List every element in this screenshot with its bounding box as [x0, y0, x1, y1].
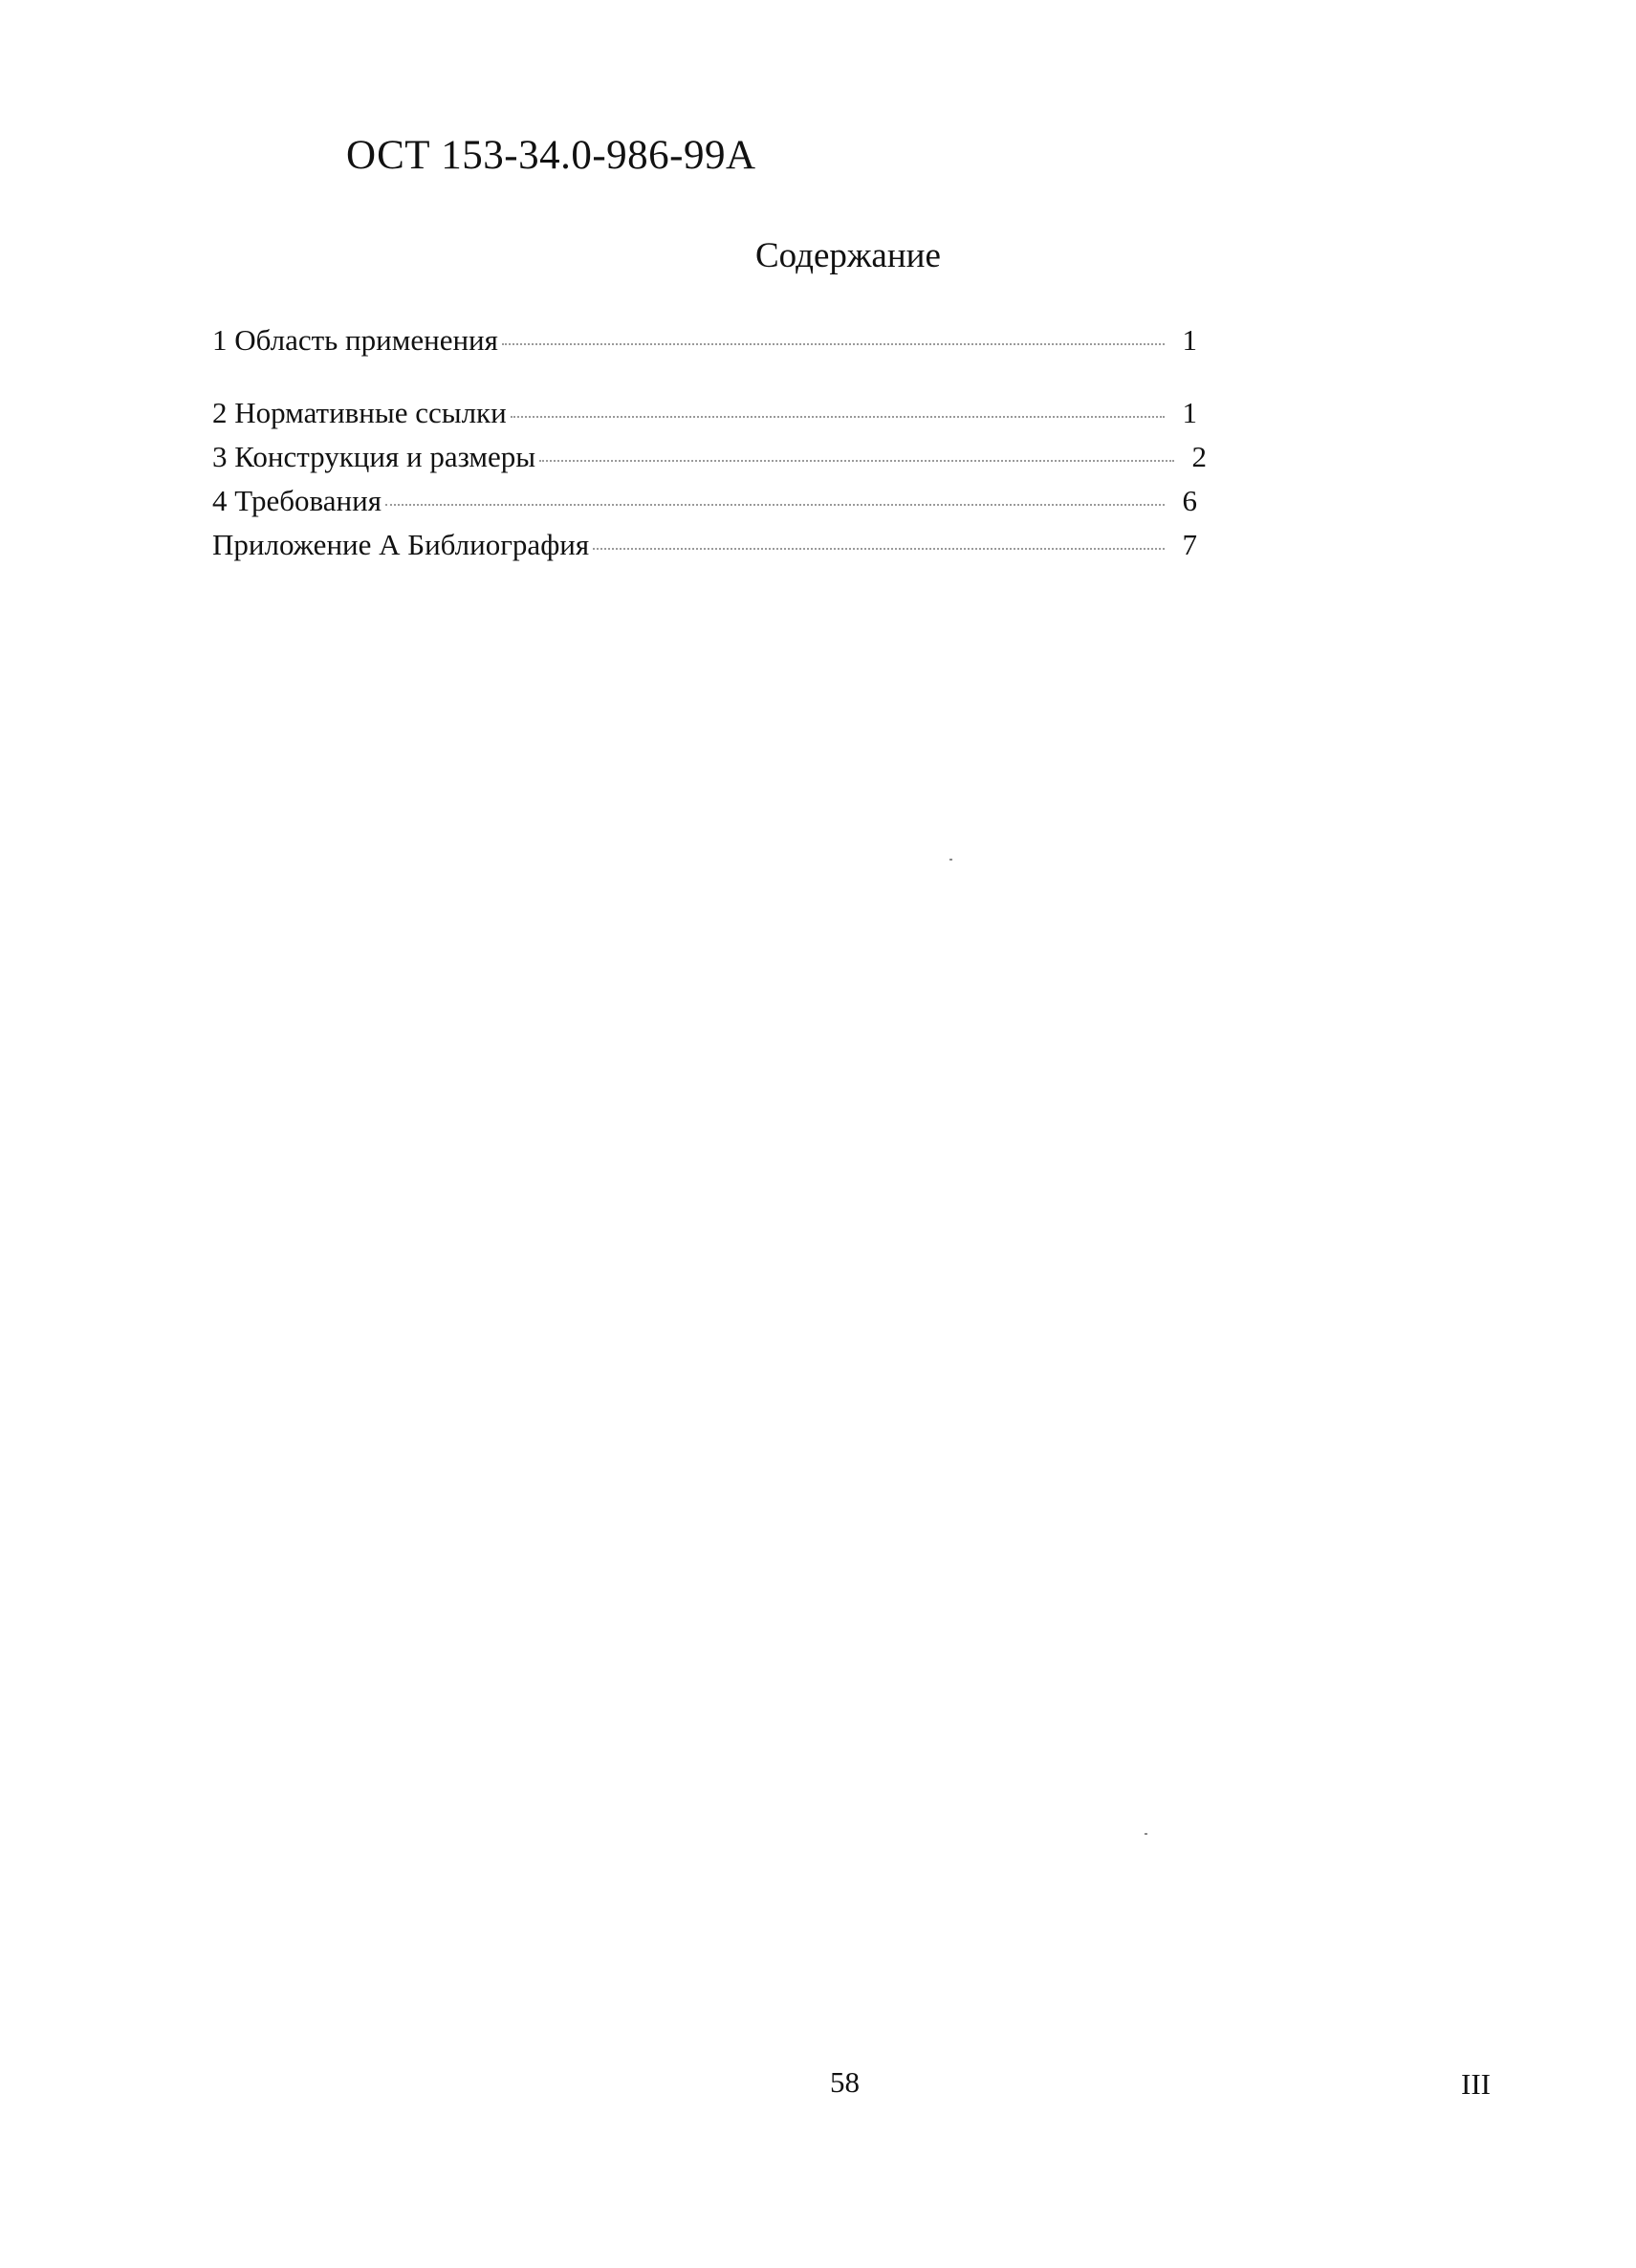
toc-heading: Содержание — [755, 236, 941, 275]
toc-dot-leader — [511, 416, 1165, 418]
toc-entry-page: 7 — [1182, 528, 1197, 561]
toc-entry-page: 1 — [1182, 396, 1197, 429]
toc-entry-title: 4 Требования — [212, 484, 382, 517]
toc-entry-title: 1 Область применения — [212, 323, 498, 357]
toc-entry-normative-references — [212, 396, 1197, 434]
toc-entry-requirements — [212, 484, 1197, 522]
toc-entry-title: 3 Конструкция и размеры — [212, 440, 536, 473]
toc-entry-page: 6 — [1182, 484, 1197, 517]
toc-entry-scope — [212, 323, 1197, 361]
toc-entry-title: 2 Нормативные ссылки — [212, 396, 507, 429]
toc-entry-title: Приложение А Библиография — [212, 528, 590, 561]
page-number: 58 — [830, 2065, 860, 2099]
toc-entry-design-and-dimensions — [212, 440, 1207, 478]
toc-dot-leader — [539, 460, 1174, 462]
toc-entry-page: 1 — [1182, 323, 1197, 357]
document-code: ОСТ 153-34.0-986-99А — [346, 133, 756, 178]
toc-entry-bibliography-appendix — [212, 528, 1197, 566]
toc-dot-leader — [502, 343, 1165, 345]
toc-entry-page: 2 — [1191, 440, 1207, 473]
scan-speck — [949, 859, 952, 861]
toc-dot-leader — [593, 548, 1165, 550]
scan-speck — [1145, 1833, 1147, 1835]
toc-dot-leader — [385, 504, 1165, 506]
roman-page-mark: III — [1461, 2067, 1491, 2101]
